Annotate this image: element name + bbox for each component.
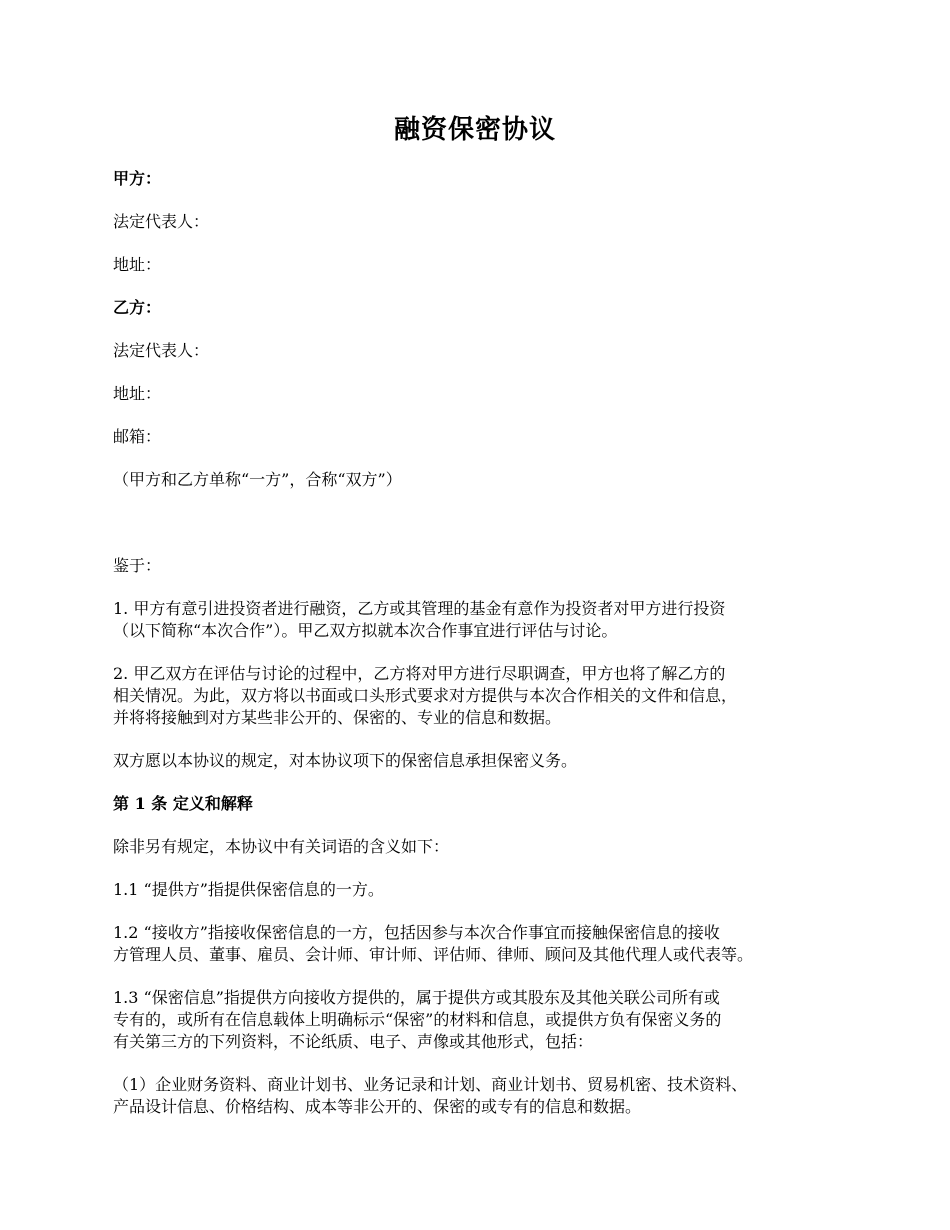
clause-1-3-line-3: 有关第三方的下列资料，不论纸质、电子、声像或其他形式，包括： [113,1032,594,1051]
recital-1-line-1: 1. 甲方有意引进投资者进行融资，乙方或其管理的基金有意作为投资者对甲方进行投资 [113,599,726,618]
article-1-heading: 第 1 条 定义和解释 [113,794,253,813]
clause-1-3-item-1-line-2: 产品设计信息、价格结构、成本等非公开的、保密的或专有的信息和数据。 [113,1097,642,1116]
party-b-label: 乙方： [113,298,162,317]
party-a-representative: 法定代表人： [113,212,210,231]
party-a-label: 甲方： [113,169,162,188]
whereas-heading: 鉴于： [113,556,162,575]
recital-2-line-3: 并将将接触到对方某些非公开的、保密的、专业的信息和数据。 [113,708,562,727]
recital-2-line-2: 相关情况。为此，双方将以书面或口头形式要求对方提供与本次合作相关的文件和信息， [113,686,738,705]
party-b-address: 地址： [113,384,162,403]
definitions-intro: 除非另有规定，本协议中有关词语的含义如下： [113,837,450,856]
party-b-email: 邮箱： [113,427,162,446]
document-title: 融资保密协议 [393,115,556,145]
agreement-intro: 双方愿以本协议的规定，对本协议项下的保密信息承担保密义务。 [113,751,578,770]
clause-1-3-item-1-line-1: （1）企业财务资料、商业计划书、业务记录和计划、商业计划书、贸易机密、技术资料、 [113,1075,748,1094]
clause-1-2-line-2: 方管理人员、董事、雇员、会计师、审计师、评估师、律师、顾问及其他代理人或代表等。 [113,945,754,964]
clause-1-2-line-1: 1.2 “接收方”指接收保密信息的一方，包括因参与本次合作事宜而接触保密信息的接收 [113,923,720,942]
clause-1-3-line-1: 1.3 “保密信息”指提供方向接收方提供的，属于提供方或其股东及其他关联公司所有或 [113,988,720,1007]
clause-1-1: 1.1 “提供方”指提供保密信息的一方。 [113,880,384,899]
clause-1-3-line-2: 专有的，或所有在信息载体上明确标示“保密”的材料和信息，或提供方负有保密义务的 [113,1010,722,1029]
party-b-representative: 法定代表人： [113,341,210,360]
parties-note: （甲方和乙方单称“一方”，合称“双方”） [113,470,402,489]
recital-1-line-2: （以下简称“本次合作”）。甲乙双方拟就本次合作事宜进行评估与讨论。 [113,621,618,640]
recital-2-line-1: 2. 甲乙双方在评估与讨论的过程中，乙方将对甲方进行尽职调查，甲方也将了解乙方的 [113,664,726,683]
party-a-address: 地址： [113,255,162,274]
